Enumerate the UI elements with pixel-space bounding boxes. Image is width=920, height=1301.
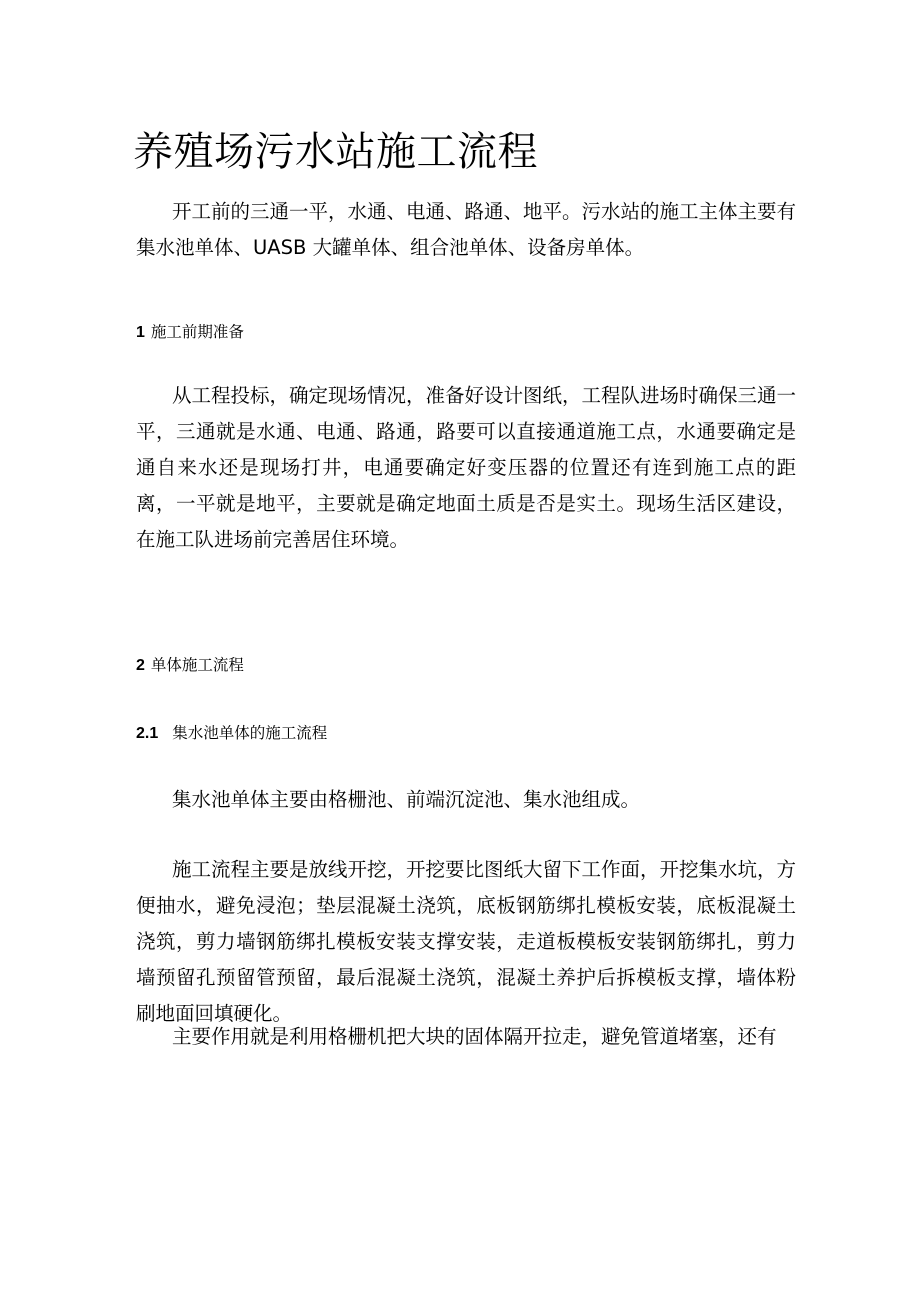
section-1-heading <box>136 321 244 344</box>
function-paragraph: 主要作用就是利用格栅机把大块的固体隔开拉走，避免管道堵塞，还有 <box>172 1025 777 1048</box>
section-2-number: 2 <box>136 657 145 674</box>
document-title: 养殖场污水站施工流程 <box>133 129 538 175</box>
section-2-title: 单体施工流程 <box>150 656 244 674</box>
process-paragraph: 施工流程主要是放线开挖，开挖要比图纸大留下工作面，开挖集水坑，方便抽水，避免浸泡；垫层混凝土浇筑，底板钢筋绑扎模板安装，底板混凝土浇筑，剪力墙钢筋绑扎模板安装支撑安装，走道板模板安装钢筋绑扎，剪力墙预留孔预留管预留，最后混凝土浇筑，混凝土养护后拆模板支撑，墙体粉刷地面回填硬化。 <box>136 858 797 1025</box>
section-2-1-number: 2.1 <box>136 725 159 742</box>
composition-paragraph: 集水池单体主要由格栅池、前端沉淀池、集水池组成。 <box>172 788 641 811</box>
section-1-title: 施工前期准备 <box>150 323 244 341</box>
section-1-number: 1 <box>136 324 145 341</box>
section-2-heading <box>136 654 244 677</box>
section-2-1-heading <box>136 722 327 745</box>
section-2-1-title: 集水池单体的施工流程 <box>172 724 328 742</box>
section-1-paragraph: 从工程投标，确定现场情况，准备好设计图纸，工程队进场时确保三通一平，三通就是水通、电通、路通，路要可以直接通道施工点，水通要确定是通自来水还是现场打井，电通要确定好变压器的位置还有连到施工点的距离，一平就是地平，主要就是确定地面土质是否是实土。现场生活区建设，在施工队进场前完善居住环境。 <box>136 384 797 551</box>
intro-paragraph: 开工前的三通一平，水通、电通、路通、地平。污水站的施工主体主要有集水池单体、UASB 大罐单体、组合池单体、设备房单体。 <box>136 200 797 259</box>
